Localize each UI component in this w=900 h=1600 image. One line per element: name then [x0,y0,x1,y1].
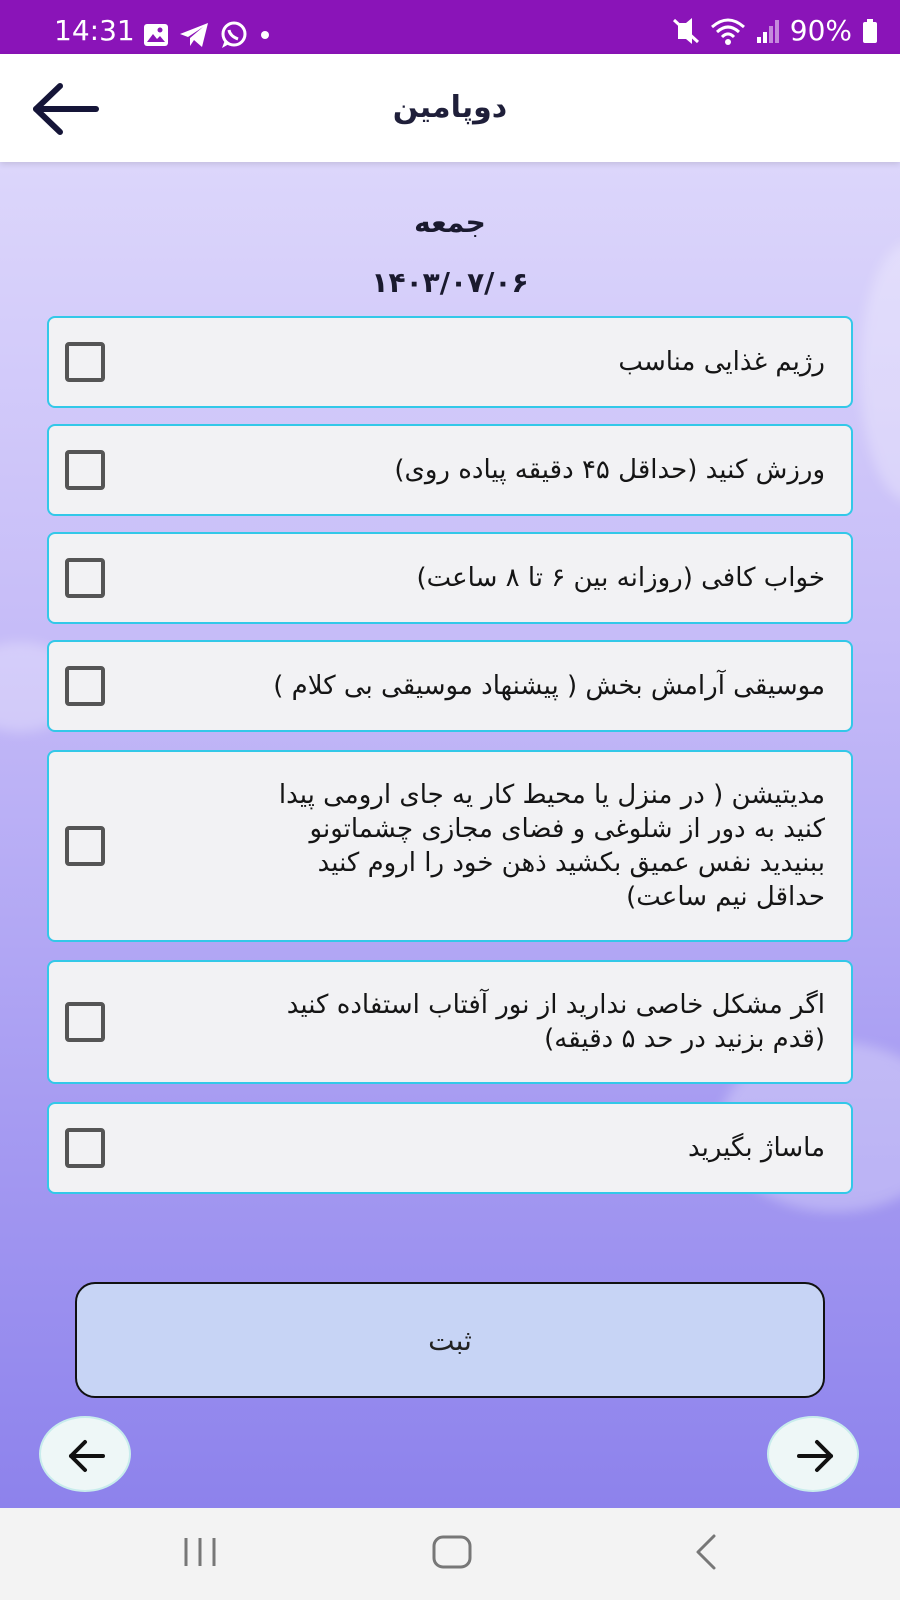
battery-icon [862,19,878,43]
task-label: موسیقی آرامش بخش ( پیشنهاد موسیقی بی کلام ) [273,671,825,701]
submit-button[interactable] [75,1282,825,1398]
dot-icon [259,29,271,41]
page-title: دوپامین [392,90,508,125]
task-item[interactable] [47,424,853,516]
battery-percent: 90% [789,14,852,47]
whatsapp-icon [219,20,249,50]
previous-day-button[interactable] [39,1416,131,1492]
status-time: 14:31 [54,14,135,47]
telegram-icon [179,22,209,48]
home-button[interactable] [430,1530,474,1578]
task-label: ماساژ بگیرید [687,1133,825,1163]
task-label: خواب کافی (روزانه بین ۶ تا ۸ ساعت) [416,563,825,593]
system-back-button[interactable] [690,1530,722,1578]
recents-button[interactable] [180,1530,220,1578]
task-item[interactable] [47,532,853,624]
task-checkbox[interactable] [65,558,105,598]
task-label: مدیتیشن ( در منزل یا محیط کار یه جای ارومی پیدا کنید به دور از شلوغی و فضای مجازی چشماتونو ببنیدید نفس عمیق بکشید ذهن خود را اروم کنید حداقل نیم ساعت) [278,780,825,912]
date-label: ۱۴۰۳/۰۷/۰۶ [371,266,529,299]
wifi-icon [710,17,746,45]
task-checkbox[interactable] [65,826,105,866]
gallery-icon [143,23,169,47]
task-checkbox[interactable] [65,1002,105,1042]
task-label: اگر مشکل خاصی ندارید از نور آفتاب استفاده کنید (قدم بزنید در حد ۵ دقیقه) [286,990,825,1054]
arrow-right-icon [795,1436,835,1476]
task-item[interactable] [47,1102,853,1194]
task-item[interactable] [47,640,853,732]
task-item[interactable] [47,750,853,942]
submit-label: ثبت [428,1324,472,1357]
next-day-button[interactable] [767,1416,859,1492]
task-item[interactable] [47,316,853,408]
system-nav-bar [0,1508,900,1600]
task-checkbox[interactable] [65,666,105,706]
arrow-left-icon [67,1436,107,1476]
status-bar [0,0,900,54]
recents-icon [180,1530,220,1574]
day-label: جمعه [414,206,486,239]
back-chevron-icon [690,1530,722,1574]
task-checkbox[interactable] [65,450,105,490]
signal-icon [756,19,780,43]
notification-icons [143,20,271,50]
task-checkbox[interactable] [65,342,105,382]
mute-icon [672,18,700,44]
app-bar [0,54,900,162]
system-status-icons [672,14,878,47]
task-checkbox[interactable] [65,1128,105,1168]
task-label: رژیم غذایی مناسب [618,347,825,377]
home-icon [430,1530,474,1574]
task-item[interactable] [47,960,853,1084]
main-content [0,162,900,1508]
task-label: ورزش کنید (حداقل ۴۵ دقیقه پیاده روی) [394,455,825,485]
